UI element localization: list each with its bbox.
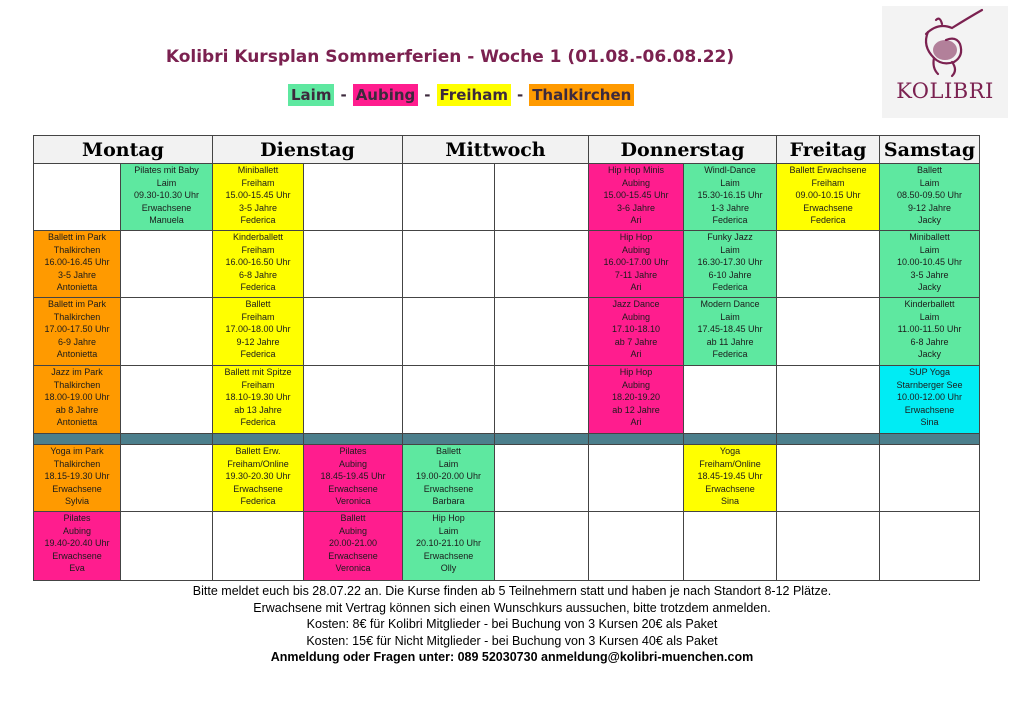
course-detail: Erwachsene bbox=[328, 550, 378, 561]
course-detail: ab 11 Jahre bbox=[706, 336, 754, 347]
course-detail: 20.00-21.00 bbox=[328, 538, 378, 548]
course-cell bbox=[34, 445, 121, 512]
course-detail: Ari bbox=[630, 349, 642, 359]
empty-cell bbox=[403, 231, 495, 298]
course-cell bbox=[684, 445, 777, 512]
empty-cell bbox=[589, 445, 684, 512]
course-name: Pilates mit Baby bbox=[134, 165, 199, 175]
course-cell bbox=[213, 298, 304, 366]
empty-cell bbox=[495, 298, 589, 366]
course-detail: 3-5 Jahre bbox=[57, 269, 97, 280]
course-name: Ballett bbox=[917, 165, 943, 175]
course-detail: Thalkirchen bbox=[53, 379, 101, 390]
legend-thalkirchen: Thalkirchen bbox=[529, 84, 634, 106]
course-detail: Erwachsene bbox=[803, 202, 853, 213]
course-detail: Erwachsene bbox=[423, 550, 474, 561]
course-detail: 20.10-21.10 Uhr bbox=[415, 538, 482, 548]
course-detail: Erwachsene bbox=[328, 483, 378, 494]
divider-cell bbox=[213, 434, 304, 445]
course-name: Ballett mit Spitze bbox=[224, 367, 292, 377]
course-detail: Laim bbox=[438, 525, 459, 536]
empty-cell bbox=[495, 231, 589, 298]
empty-cell bbox=[495, 445, 589, 512]
course-detail: Eva bbox=[69, 563, 85, 573]
empty-cell bbox=[495, 164, 589, 231]
course-name: Yoga bbox=[719, 446, 741, 456]
footer-price-members: Kosten: 8€ für Kolibri Mitglieder - bei Buchung von 3 Kursen 20€ als Paket bbox=[306, 617, 718, 631]
course-cell bbox=[684, 231, 777, 298]
course-detail: 10.00-12.00 Uhr bbox=[897, 392, 963, 402]
divider-cell bbox=[121, 434, 213, 445]
course-detail: 18.15-19.30 Uhr bbox=[44, 471, 110, 481]
course-detail: Aubing bbox=[622, 311, 651, 322]
logo-text: KOLIBRI bbox=[896, 79, 994, 103]
course-detail: Antonietta bbox=[56, 417, 98, 427]
empty-cell bbox=[121, 512, 213, 581]
course-detail: Laim bbox=[919, 244, 940, 255]
empty-cell bbox=[213, 512, 304, 581]
course-detail: Olly bbox=[440, 563, 457, 573]
course-detail: ab 8 Jahre bbox=[55, 404, 99, 415]
course-detail: Laim bbox=[720, 311, 740, 322]
course-name: Yoga im Park bbox=[50, 446, 104, 456]
course-detail: 16.00-16.50 Uhr bbox=[225, 257, 291, 267]
course-detail: 15.30-16.15 Uhr bbox=[697, 190, 763, 200]
empty-cell bbox=[777, 231, 880, 298]
schedule-row bbox=[34, 445, 980, 512]
course-detail: Erwachsene bbox=[52, 483, 102, 494]
course-name: Jazz im Park bbox=[51, 367, 103, 377]
empty-cell bbox=[495, 366, 589, 434]
course-detail: 18.45-19.45 Uhr bbox=[320, 471, 386, 481]
course-detail: Laim bbox=[720, 244, 740, 255]
footer-price-nonmembers: Kosten: 15€ für Nicht Mitglieder - bei Buchung von 3 Kursen 40€ als Paket bbox=[306, 633, 718, 648]
course-detail: Aubing bbox=[338, 525, 368, 536]
empty-cell bbox=[777, 445, 880, 512]
legend-separator: - bbox=[340, 86, 347, 104]
empty-cell bbox=[684, 512, 777, 581]
course-name: Hip Hop bbox=[432, 513, 465, 523]
course-detail: Thalkirchen bbox=[53, 311, 101, 322]
course-name: Pilates bbox=[63, 513, 91, 523]
empty-cell bbox=[684, 366, 777, 434]
divider-cell bbox=[684, 434, 777, 445]
course-detail: 16.00-16.45 Uhr bbox=[44, 257, 110, 267]
course-detail: Sina bbox=[721, 496, 740, 506]
course-detail: Veronica bbox=[335, 563, 371, 573]
empty-cell bbox=[880, 445, 980, 512]
divider-row bbox=[34, 434, 980, 445]
course-detail: 09.00-10.15 Uhr bbox=[795, 190, 861, 200]
course-detail: 7-11 Jahre bbox=[614, 269, 658, 280]
schedule-row bbox=[34, 298, 980, 366]
course-detail: 16.30-17.30 Uhr bbox=[697, 257, 763, 267]
course-detail: 17.00-18.00 Uhr bbox=[225, 324, 291, 334]
course-detail: Federica bbox=[712, 282, 748, 292]
course-cell bbox=[304, 512, 403, 581]
empty-cell bbox=[777, 298, 880, 366]
course-detail: Aubing bbox=[338, 458, 368, 469]
schedule-row bbox=[34, 512, 980, 581]
course-detail: 6-10 Jahre bbox=[708, 269, 752, 280]
course-name: Windl-Dance bbox=[704, 165, 756, 175]
course-cell bbox=[589, 298, 684, 366]
course-detail: 18.00-19.00 Uhr bbox=[44, 392, 110, 402]
course-detail: 16.00-17.00 Uhr bbox=[603, 257, 669, 267]
course-name: Modern Dance bbox=[700, 299, 760, 309]
course-name: Funky Jazz bbox=[707, 232, 753, 242]
day-header-row bbox=[34, 136, 980, 164]
course-cell bbox=[684, 298, 777, 366]
course-detail: Federica bbox=[810, 215, 846, 225]
divider-cell bbox=[403, 434, 495, 445]
course-detail: 3-6 Jahre bbox=[617, 202, 656, 213]
course-detail: Federica bbox=[712, 349, 748, 359]
empty-cell bbox=[403, 164, 495, 231]
course-cell bbox=[121, 164, 213, 231]
course-name: Ballett Erwachsene bbox=[789, 165, 867, 175]
course-detail: Federica bbox=[240, 417, 276, 427]
course-detail: Freiham bbox=[241, 244, 275, 255]
course-detail: ab 7 Jahre bbox=[614, 336, 658, 347]
course-detail: Thalkirchen bbox=[53, 244, 101, 255]
course-detail: ab 13 Jahre bbox=[234, 404, 282, 415]
day-header-montag: Montag bbox=[34, 136, 213, 164]
footer-contact: Anmeldung oder Fragen unter: 089 52030730 anmeldung@kolibri-muenchen.com bbox=[270, 650, 754, 664]
divider-cell bbox=[34, 434, 121, 445]
course-cell bbox=[589, 231, 684, 298]
course-detail: Freiham bbox=[811, 177, 845, 188]
course-detail: Erwachsene bbox=[52, 550, 102, 561]
course-detail: Laim bbox=[919, 177, 940, 188]
course-detail: Freiham bbox=[241, 177, 275, 188]
course-cell bbox=[403, 445, 495, 512]
course-detail: Federica bbox=[240, 349, 276, 359]
footer-registration-note: Bitte meldet euch bis 28.07.22 an. Die Kurse finden ab 5 Teilnehmern statt und haben je nach Standort 8-12 Plätze. bbox=[192, 584, 832, 598]
course-name: Ballett bbox=[436, 446, 462, 456]
empty-cell bbox=[777, 512, 880, 581]
course-cell bbox=[213, 366, 304, 434]
course-cell bbox=[589, 164, 684, 231]
course-name: Ballett Erw. bbox=[235, 446, 281, 456]
course-detail: 6-9 Jahre bbox=[57, 336, 97, 347]
course-name: Kinderballett bbox=[232, 232, 284, 242]
course-cell bbox=[880, 366, 980, 434]
location-legend bbox=[288, 84, 634, 106]
course-name: Miniballett bbox=[237, 165, 279, 175]
course-name: Jazz Dance bbox=[612, 299, 660, 309]
divider-cell bbox=[495, 434, 589, 445]
schedule-row bbox=[34, 164, 980, 231]
course-detail: 19.30-20.30 Uhr bbox=[225, 471, 291, 481]
legend-freiham: Freiham bbox=[437, 84, 511, 106]
day-header-dienstag: Dienstag bbox=[213, 136, 403, 164]
day-header-donnerstag: Donnerstag bbox=[589, 136, 777, 164]
course-detail: 1-3 Jahre bbox=[711, 202, 750, 213]
divider-cell bbox=[304, 434, 403, 445]
legend-aubing: Aubing bbox=[353, 84, 419, 106]
course-detail: Sylvia bbox=[64, 496, 89, 506]
course-detail: 18.45-19.45 Uhr bbox=[697, 471, 763, 481]
course-name: SUP Yoga bbox=[909, 367, 950, 377]
course-detail: 08.50-09.50 Uhr bbox=[897, 190, 963, 200]
course-detail: Barbara bbox=[432, 496, 465, 506]
empty-cell bbox=[121, 366, 213, 434]
empty-cell bbox=[304, 164, 403, 231]
course-detail: Ari bbox=[630, 215, 642, 225]
course-detail: Ari bbox=[630, 282, 642, 292]
course-name: Ballett im Park bbox=[47, 232, 107, 242]
course-detail: Freiham/Online bbox=[699, 458, 761, 469]
empty-cell bbox=[495, 512, 589, 581]
course-detail: 19.00-20.00 Uhr bbox=[415, 471, 482, 481]
course-detail: Veronica bbox=[335, 496, 371, 506]
course-detail: Laim bbox=[156, 177, 177, 188]
day-header-freitag: Freitag bbox=[777, 136, 880, 164]
course-detail: 17.45-18.45 Uhr bbox=[697, 324, 763, 334]
empty-cell bbox=[121, 445, 213, 512]
course-detail: Erwachsene bbox=[904, 404, 955, 415]
course-cell bbox=[213, 231, 304, 298]
course-detail: Starnberger See bbox=[896, 379, 963, 390]
course-detail: 6-8 Jahre bbox=[238, 269, 278, 280]
course-detail: 6-8 Jahre bbox=[910, 336, 949, 347]
course-detail: 3-5 Jahre bbox=[910, 269, 949, 280]
schedule-row bbox=[34, 231, 980, 298]
course-detail: 17.10-18.10 bbox=[611, 324, 661, 334]
course-cell bbox=[34, 366, 121, 434]
empty-cell bbox=[121, 231, 213, 298]
course-name: Kinderballett bbox=[904, 299, 955, 309]
course-name: Pilates bbox=[339, 446, 367, 456]
course-name: Ballett im Park bbox=[47, 299, 107, 309]
course-name: Ballett bbox=[340, 513, 366, 523]
footer-contract-note: Erwachsene mit Vertrag können sich einen Wunschkurs aussuchen, bitte trotzdem anmelden. bbox=[253, 600, 771, 615]
empty-cell bbox=[304, 366, 403, 434]
divider-cell bbox=[777, 434, 880, 445]
course-detail: Laim bbox=[720, 177, 740, 188]
course-detail: 17.00-17.50 Uhr bbox=[44, 324, 110, 334]
course-detail: Jacky bbox=[918, 215, 942, 225]
course-detail: 9-12 Jahre bbox=[236, 336, 280, 347]
course-cell bbox=[34, 231, 121, 298]
empty-cell bbox=[121, 298, 213, 366]
course-detail: Freiham bbox=[241, 311, 275, 322]
course-detail: Thalkirchen bbox=[53, 458, 101, 469]
course-detail: Aubing bbox=[62, 525, 92, 536]
course-cell bbox=[880, 298, 980, 366]
course-detail: 09.30-10.30 Uhr bbox=[133, 190, 200, 200]
day-header-samstag: Samstag bbox=[880, 136, 980, 164]
empty-cell bbox=[777, 366, 880, 434]
course-cell bbox=[304, 445, 403, 512]
course-detail: Antonietta bbox=[56, 282, 98, 292]
course-detail: 10.00-10.45 Uhr bbox=[897, 257, 963, 267]
day-header-mittwoch: Mittwoch bbox=[403, 136, 589, 164]
course-detail: Aubing bbox=[622, 177, 651, 188]
course-detail: Erwachsene bbox=[705, 483, 755, 494]
course-name: Hip Hop bbox=[619, 367, 653, 377]
legend-separator: - bbox=[424, 86, 431, 104]
course-detail: 15.00-15.45 Uhr bbox=[225, 190, 291, 200]
kolibri-logo bbox=[882, 6, 1008, 118]
course-cell bbox=[684, 164, 777, 231]
course-detail: Antonietta bbox=[56, 349, 98, 359]
course-name: Miniballett bbox=[909, 232, 950, 242]
empty-cell bbox=[304, 298, 403, 366]
schedule-row bbox=[34, 366, 980, 434]
course-cell bbox=[777, 164, 880, 231]
course-cell bbox=[880, 231, 980, 298]
course-detail: Jacky bbox=[918, 349, 942, 359]
schedule-table bbox=[33, 135, 980, 581]
course-detail: 9-12 Jahre bbox=[908, 202, 952, 213]
course-detail: Freiham bbox=[241, 379, 275, 390]
empty-cell bbox=[403, 366, 495, 434]
course-cell bbox=[403, 512, 495, 581]
divider-cell bbox=[880, 434, 980, 445]
course-detail: 11.00-11.50 Uhr bbox=[897, 324, 962, 334]
course-cell bbox=[34, 298, 121, 366]
course-detail: ab 12 Jahre bbox=[612, 404, 660, 415]
course-name: Hip Hop bbox=[619, 232, 653, 242]
course-detail: Erwachsene bbox=[141, 202, 192, 213]
footer-info bbox=[0, 583, 1024, 666]
course-detail: 18.20-19.20 bbox=[611, 392, 661, 402]
course-detail: Freiham/Online bbox=[227, 458, 289, 469]
course-detail: Federica bbox=[240, 215, 276, 225]
course-detail: Federica bbox=[712, 215, 748, 225]
course-cell bbox=[34, 512, 121, 581]
course-detail: 3-5 Jahre bbox=[238, 202, 278, 213]
course-detail: 18.10-19.30 Uhr bbox=[225, 392, 291, 402]
legend-separator: - bbox=[516, 86, 524, 104]
course-detail: Sina bbox=[920, 417, 939, 427]
legend-laim: Laim bbox=[288, 84, 334, 106]
empty-cell bbox=[403, 298, 495, 366]
course-cell bbox=[213, 164, 304, 231]
course-detail: 19.40-20.40 Uhr bbox=[44, 538, 110, 548]
course-name: Hip Hop Minis bbox=[608, 165, 665, 175]
course-detail: Laim bbox=[438, 458, 459, 469]
course-detail: Jacky bbox=[918, 282, 942, 292]
course-detail: Federica bbox=[240, 496, 276, 506]
course-detail: Aubing bbox=[622, 379, 651, 390]
course-detail: Federica bbox=[240, 282, 276, 292]
course-cell bbox=[880, 164, 980, 231]
course-cell bbox=[213, 445, 304, 512]
course-detail: Ari bbox=[630, 417, 642, 427]
divider-cell bbox=[589, 434, 684, 445]
course-detail: Erwachsene bbox=[423, 483, 474, 494]
page-title: Kolibri Kursplan Sommerferien - Woche 1 (01.08.-06.08.22) bbox=[165, 47, 735, 67]
empty-cell bbox=[304, 231, 403, 298]
course-detail: Aubing bbox=[622, 244, 651, 255]
course-detail: Manuela bbox=[149, 215, 184, 225]
empty-cell bbox=[589, 512, 684, 581]
course-detail: Laim bbox=[919, 311, 940, 322]
course-name: Ballett bbox=[245, 299, 271, 309]
course-detail: Erwachsene bbox=[233, 483, 283, 494]
empty-cell bbox=[34, 164, 121, 231]
empty-cell bbox=[880, 512, 980, 581]
course-detail: 15.00-15.45 Uhr bbox=[603, 190, 669, 200]
course-cell bbox=[589, 366, 684, 434]
